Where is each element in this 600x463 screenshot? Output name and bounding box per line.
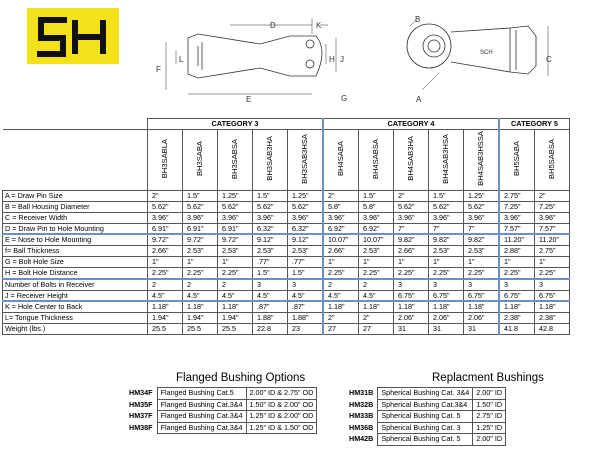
- spec-value: 3: [253, 279, 288, 290]
- spec-value: 3.96": [499, 212, 535, 223]
- spec-value: 10.07": [359, 234, 394, 245]
- dim-label-h: H: [329, 55, 335, 64]
- spec-value: 2: [359, 279, 394, 290]
- model-header: [148, 130, 183, 191]
- bushing-size: 1.25" ID: [473, 422, 506, 434]
- model-code: BH4SAB3HA: [406, 136, 416, 181]
- spec-value: 1.5": [288, 267, 324, 278]
- spec-value: 1": [218, 257, 253, 268]
- spec-value: 5.62": [253, 201, 288, 212]
- spec-value: 5.8": [323, 201, 359, 212]
- spec-value: 27: [323, 324, 359, 335]
- spec-value: 2": [394, 191, 429, 202]
- spec-value: 5.62": [183, 201, 218, 212]
- spec-value: 31: [429, 324, 464, 335]
- spec-value: 1.18": [535, 301, 570, 312]
- spec-value: 2.25": [323, 267, 359, 278]
- model-code: BH4SAB3HSA: [441, 133, 451, 184]
- model-header: [323, 130, 359, 191]
- spec-value: 1": [359, 257, 394, 268]
- spec-value: 2.25": [359, 267, 394, 278]
- spec-value: 1": [183, 257, 218, 268]
- bushing-description: Spherical Bushing Cat. 5: [378, 411, 473, 423]
- dim-label-a: A: [416, 95, 422, 104]
- spec-value: 5.62": [394, 201, 429, 212]
- bushing-row: [126, 422, 317, 434]
- bushing-part-number: HM37F: [129, 411, 153, 420]
- spec-value: 2.53": [183, 246, 218, 257]
- spec-value: 3: [288, 279, 324, 290]
- spec-value: 1.94": [148, 313, 183, 324]
- spec-value: 9.72": [218, 234, 253, 245]
- bushing-row: [346, 422, 506, 434]
- spec-value: 2.75": [499, 191, 535, 202]
- model-header: [253, 130, 288, 191]
- spec-value: 11.20": [499, 234, 535, 245]
- spec-value: 5.62": [218, 201, 253, 212]
- dim-label-k: K: [316, 21, 322, 30]
- spec-label: D = Draw Pin to Hole Mounting: [3, 223, 148, 234]
- spec-value: 1": [323, 257, 359, 268]
- spec-value: 1.18": [148, 301, 183, 312]
- spec-value: 2": [359, 313, 394, 324]
- ball-outline: [423, 35, 445, 57]
- model-header: [394, 130, 429, 191]
- spec-value: 1": [394, 257, 429, 268]
- spec-label: H = Bolt Hole Distance: [3, 267, 148, 278]
- spec-value: 2.53": [429, 246, 464, 257]
- replacement-bushings-title: Replacment Bushings: [432, 372, 544, 384]
- spec-value: 6.91": [218, 223, 253, 234]
- category-5-header: CATEGORY 5: [499, 119, 570, 130]
- spec-value: 3.96": [323, 212, 359, 223]
- spec-value: 2.75": [535, 246, 570, 257]
- spec-value: 1.5": [183, 191, 218, 202]
- spec-value: 3.96": [394, 212, 429, 223]
- model-code: BH5SABSA: [547, 138, 557, 179]
- spec-value: 3.96": [183, 212, 218, 223]
- spec-value: 2.06": [394, 313, 429, 324]
- spec-value: 27: [359, 324, 394, 335]
- spec-value: 2.53": [218, 246, 253, 257]
- spec-value: 6.32": [253, 223, 288, 234]
- bushing-row: [346, 411, 506, 423]
- spec-value: 4.5": [323, 290, 359, 301]
- model-header: [499, 130, 535, 191]
- spec-value: 9.12": [253, 234, 288, 245]
- spec-value: 11.20": [535, 234, 570, 245]
- spec-label: G = Bolt Hole Size: [3, 257, 148, 268]
- spec-value: 9.82": [394, 234, 429, 245]
- dim-label-c: C: [546, 55, 552, 64]
- bushing-part-number: HM42B: [349, 434, 374, 443]
- spec-label: L= Tongue Thickness: [3, 313, 148, 324]
- spec-value: 1.5": [253, 267, 288, 278]
- bushing-description: Flanged Bushing Cat.5: [157, 388, 246, 400]
- bushing-size: 1.25" ID & 2.00" OD: [246, 411, 317, 423]
- spec-value: .87": [288, 301, 324, 312]
- spec-value: 3: [429, 279, 464, 290]
- spec-value: 2": [323, 191, 359, 202]
- dim-label-b: B: [415, 15, 421, 24]
- spec-value: 4.5": [253, 290, 288, 301]
- model-code: BH4SAB3HSSA: [476, 131, 486, 187]
- spec-row: [3, 279, 570, 290]
- dim-label-f: F: [156, 65, 161, 74]
- spec-value: 2.66": [394, 246, 429, 257]
- model-code: BH3SABSA: [230, 138, 240, 179]
- spec-label: B = Ball Housing Diameter: [3, 201, 148, 212]
- bushing-description: Flanged Bushing Cat.3&4: [157, 422, 246, 434]
- spec-value: 2.38": [499, 313, 535, 324]
- spec-value: 1.25": [288, 191, 324, 202]
- spec-value: 1.5": [253, 191, 288, 202]
- spec-value: 2.25": [218, 267, 253, 278]
- flanged-bushings-table: [126, 387, 317, 434]
- spec-row: [3, 191, 570, 202]
- hitch-side-outline: [188, 34, 322, 78]
- spec-row: [3, 267, 570, 278]
- model-header: [183, 130, 218, 191]
- spec-value: 2.53": [253, 246, 288, 257]
- spec-value: 2.25": [394, 267, 429, 278]
- bolt-hole-lower: [306, 60, 314, 68]
- ball-housing-outline: [407, 24, 451, 68]
- model-header: [359, 130, 394, 191]
- spec-value: 1.18": [323, 301, 359, 312]
- spec-value: 2.06": [464, 313, 500, 324]
- bushing-size: 1.50" ID: [473, 399, 506, 411]
- model-code: BH5SABA: [512, 141, 522, 177]
- model-header: [429, 130, 464, 191]
- spec-value: 2: [148, 279, 183, 290]
- spec-value: 23: [288, 324, 324, 335]
- spec-value: 42.8: [535, 324, 570, 335]
- spec-value: 6.75": [535, 290, 570, 301]
- spec-value: 3: [464, 279, 500, 290]
- bushing-part-number: HM34F: [129, 388, 153, 397]
- spec-value: 6.91": [183, 223, 218, 234]
- spec-value: 3: [535, 279, 570, 290]
- spec-label: f= Ball Thickness: [3, 246, 148, 257]
- spec-value: 2.25": [464, 267, 500, 278]
- spec-value: 2.53": [288, 246, 324, 257]
- category-3-header: CATEGORY 3: [148, 119, 324, 130]
- spec-value: 25.5: [148, 324, 183, 335]
- dim-label-j: J: [340, 55, 344, 64]
- spec-value: 1": [499, 257, 535, 268]
- spec-label: A = Draw Pin Size: [3, 191, 148, 202]
- spec-value: 2": [148, 191, 183, 202]
- spec-value: 2: [218, 279, 253, 290]
- spec-value: 1.18": [429, 301, 464, 312]
- spec-value: 1.5": [429, 191, 464, 202]
- spec-row: [3, 290, 570, 301]
- bushing-part-number: HM31B: [349, 388, 374, 397]
- spec-value: 5.62": [429, 201, 464, 212]
- spec-value: 4.5": [218, 290, 253, 301]
- spec-value: 3.96": [464, 212, 500, 223]
- bushing-part-number: HM36B: [349, 422, 374, 432]
- flanged-bushings-title: Flanged Bushing Options: [176, 372, 306, 384]
- spec-value: 7": [429, 223, 464, 234]
- brand-logo: [27, 8, 119, 64]
- spec-value: 10.07": [323, 234, 359, 245]
- spec-row: [3, 234, 570, 245]
- spec-value: 3.96": [535, 212, 570, 223]
- spec-label: J = Receiver Height: [3, 290, 148, 301]
- bushing-part-number: HM33B: [349, 411, 374, 420]
- spec-label: Number of Bolts in Receiver: [3, 279, 148, 290]
- spec-value: 1.94": [218, 313, 253, 324]
- spec-value: 7.57": [499, 223, 535, 234]
- spec-value: 7.25": [535, 201, 570, 212]
- spec-value: 1.88": [253, 313, 288, 324]
- dim-label-e: E: [246, 95, 252, 104]
- spec-value: 1.18": [359, 301, 394, 312]
- spec-value: 7": [394, 223, 429, 234]
- bushing-size: 1.25" ID & 1.50" OD: [246, 422, 317, 434]
- bushing-part-number: HM35F: [129, 399, 153, 409]
- spec-value: 2.25": [429, 267, 464, 278]
- spec-label: K = Hole Center to Back: [3, 301, 148, 312]
- spec-value: 3.96": [288, 212, 324, 223]
- spec-value: 1.5": [359, 191, 394, 202]
- bushing-size: 1.50" ID & 2.00" OD: [246, 399, 317, 411]
- model-code: BH4SABSA: [371, 138, 381, 179]
- spec-value: 1": [535, 257, 570, 268]
- spec-value: 5.62": [148, 201, 183, 212]
- spec-value: 6.75": [499, 290, 535, 301]
- spec-value: 2.66": [323, 246, 359, 257]
- replacement-bushings-table: [346, 387, 506, 446]
- spec-value: 2: [323, 279, 359, 290]
- spec-value: 5.62": [464, 201, 500, 212]
- spec-value: 1.18": [218, 301, 253, 312]
- model-code: BH3SAB3HA: [265, 136, 275, 181]
- spec-row: [3, 313, 570, 324]
- spec-value: 6.75": [394, 290, 429, 301]
- spec-value: 7.25": [499, 201, 535, 212]
- spec-value: 7.57": [535, 223, 570, 234]
- spec-label: Weight (lbs.): [3, 324, 148, 335]
- bushing-size: 2.00" ID: [473, 388, 506, 400]
- spec-value: 9.72": [183, 234, 218, 245]
- spec-label: E = Nose to Hole Mounting: [3, 234, 148, 245]
- receiver-outline: [451, 26, 536, 74]
- bushing-size: 2.00" ID & 2.75" OD: [246, 388, 317, 400]
- spec-value: 2.25": [183, 267, 218, 278]
- bushing-description: Flanged Bushing Cat.3&4: [157, 411, 246, 423]
- spec-value: 9.72": [148, 234, 183, 245]
- spec-value: 6.75": [429, 290, 464, 301]
- spec-value: 3.96": [359, 212, 394, 223]
- spec-row: [3, 301, 570, 312]
- spec-row: [3, 212, 570, 223]
- model-code: BH3SABA: [195, 141, 205, 177]
- model-header: [218, 130, 253, 191]
- spec-value: 6.92": [359, 223, 394, 234]
- dim-label-d: D: [270, 21, 276, 30]
- spec-value: 6.32": [288, 223, 324, 234]
- spec-row: [3, 257, 570, 268]
- spec-value: 1.88": [288, 313, 324, 324]
- spec-value: 25.5: [183, 324, 218, 335]
- spec-row: [3, 201, 570, 212]
- spec-value: 1.94": [183, 313, 218, 324]
- spec-value: 5.62": [288, 201, 324, 212]
- spec-row: [3, 246, 570, 257]
- model-header: [535, 130, 570, 191]
- bushing-description: Flanged Bushing Cat.3&4: [157, 399, 246, 411]
- spec-value: 4.5": [288, 290, 324, 301]
- model-code: BH3SAB3HSA: [300, 133, 310, 184]
- spec-value: 1": [464, 257, 500, 268]
- sh-logo-mark: [27, 8, 119, 64]
- spec-value: 1.18": [183, 301, 218, 312]
- spec-value: 2": [535, 191, 570, 202]
- spec-value: 3.96": [218, 212, 253, 223]
- specification-table: [2, 118, 570, 335]
- bushing-size: 2.00" ID: [473, 434, 506, 446]
- spec-value: 41.8: [499, 324, 535, 335]
- spec-value: 2.06": [429, 313, 464, 324]
- spec-value: 6.92": [323, 223, 359, 234]
- spec-value: 2.25": [535, 267, 570, 278]
- spec-value: 1": [148, 257, 183, 268]
- dim-label-g: G: [341, 94, 348, 103]
- model-code: BH4SABA: [336, 141, 346, 177]
- bushing-description: Spherical Bushing Cat. 5: [378, 434, 473, 446]
- spec-label: C = Receiver Width: [3, 212, 148, 223]
- bolt-hole-upper: [306, 40, 314, 48]
- bushing-description: Spherical Bushing Cat.3&4: [378, 399, 473, 411]
- bushing-size: 2.75" ID: [473, 411, 506, 423]
- spec-value: 4.5": [183, 290, 218, 301]
- spec-value: .77": [288, 257, 324, 268]
- spec-value: .87": [253, 301, 288, 312]
- spec-row: [3, 324, 570, 335]
- spec-value: 6.75": [464, 290, 500, 301]
- bushing-row: [126, 411, 317, 423]
- spec-value: 2.66": [148, 246, 183, 257]
- spec-value: 25.5: [218, 324, 253, 335]
- bushing-description: Spherical Bushing Cat. 3&4: [378, 388, 473, 400]
- spec-value: 31: [464, 324, 500, 335]
- spec-value: 1.18": [464, 301, 500, 312]
- model-header: [288, 130, 324, 191]
- bushing-row: [346, 388, 506, 400]
- spec-value: 5.8": [359, 201, 394, 212]
- spec-value: 2.53": [359, 246, 394, 257]
- spec-value: 22.8: [253, 324, 288, 335]
- spec-value: 2.53": [464, 246, 500, 257]
- spec-value: 3.96": [429, 212, 464, 223]
- spec-value: 1.25": [464, 191, 500, 202]
- spec-value: 2": [323, 313, 359, 324]
- spec-value: 9.82": [429, 234, 464, 245]
- bushing-part-number: HM32B: [349, 399, 374, 409]
- spec-value: 9.82": [464, 234, 500, 245]
- spec-value: 4.5": [359, 290, 394, 301]
- technical-drawing: [140, 6, 580, 114]
- spec-value: 4.5": [148, 290, 183, 301]
- spec-value: 6.91": [148, 223, 183, 234]
- spec-value: 3.96": [148, 212, 183, 223]
- spec-value: 1.25": [218, 191, 253, 202]
- spec-value: 1.18": [499, 301, 535, 312]
- bushing-row: [126, 388, 317, 400]
- spec-row: [3, 223, 570, 234]
- spec-value: 3.96": [253, 212, 288, 223]
- spec-value: 2.25": [499, 267, 535, 278]
- spec-value: 7": [464, 223, 500, 234]
- bushing-description: Spherical Bushing Cat. 3: [378, 422, 473, 434]
- spec-value: 3: [499, 279, 535, 290]
- spec-value: 2.38": [535, 313, 570, 324]
- spec-value: 9.12": [288, 234, 324, 245]
- spec-value: 1.18": [394, 301, 429, 312]
- spec-value: 2.25": [148, 267, 183, 278]
- bushing-row: [346, 434, 506, 446]
- category-4-header: CATEGORY 4: [323, 119, 499, 130]
- bushing-part-number: HM38F: [129, 422, 153, 432]
- model-code: BH3SABLA: [160, 138, 170, 179]
- spec-value: 31: [394, 324, 429, 335]
- spec-value: 1": [429, 257, 464, 268]
- spec-value: 2.88": [499, 246, 535, 257]
- spec-value: 2: [183, 279, 218, 290]
- bushing-row: [346, 399, 506, 411]
- model-header: [464, 130, 500, 191]
- spec-value: .77": [253, 257, 288, 268]
- spec-value: 3: [394, 279, 429, 290]
- bushing-row: [126, 399, 317, 411]
- dim-label-l: L: [179, 55, 184, 64]
- casting-stamp: SCH: [480, 50, 493, 56]
